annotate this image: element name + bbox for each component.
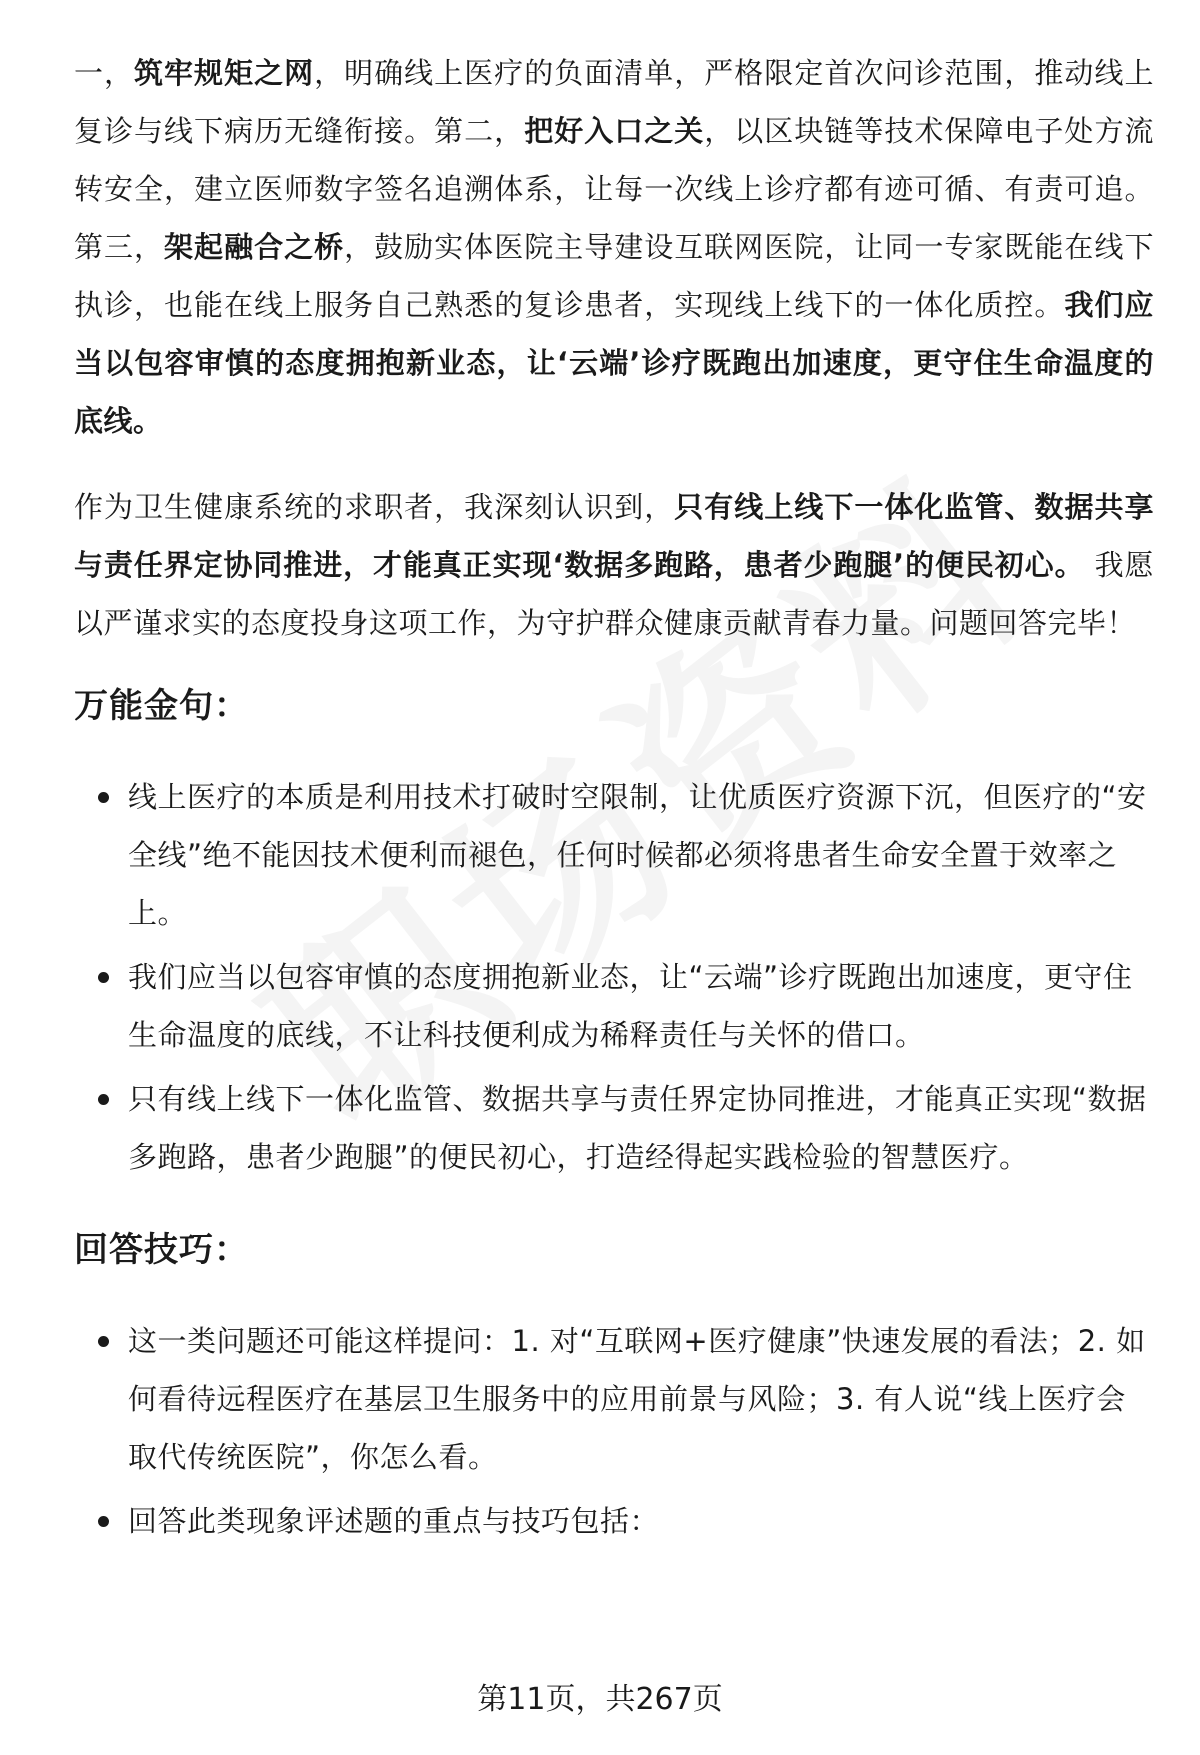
page-number: 第11页，共267页 <box>477 1682 723 1717</box>
section-heading-tips: 回答技巧： <box>74 1230 249 1270</box>
bullet-icon <box>98 1094 109 1105</box>
bold-run: 架起融合之桥 <box>164 230 345 264</box>
section-heading-golden: 万能金句： <box>74 686 249 726</box>
document-body <box>74 44 1154 1590</box>
list-item <box>128 948 1154 1064</box>
paragraph-measures <box>74 44 1154 450</box>
list-item-text: 我们应当以包容审慎的态度拥抱新业态，让“云端”诊疗既跑出加速度，更守住生命温度的底线，不让科技便利成为稀释责任与关怀的借口。 <box>128 960 1133 1052</box>
text-run: ，以区块链等技术保障电子处方流转安全，建立医师数字签名追溯体系，让每一次线上诊疗都有迹可循、有责可追。第三， <box>74 114 1154 264</box>
bold-run: 把好入口之关 <box>524 114 705 148</box>
bold-run: 我们应当以包容审慎的态度拥抱新业态，让‘云端’诊疗既跑出加速度，更守住生命温度的底线。 <box>74 288 1154 438</box>
text-run: 作为卫生健康系统的求职者，我深刻认识到， <box>74 490 675 524</box>
bold-run: 只有线上线下一体化监管、数据共享与责任界定协同推进，才能真正实现‘数据多跑路，患者少跑腿’的便民初心。 <box>74 490 1154 582</box>
list-item <box>128 1070 1154 1186</box>
list-item-text: 这一类问题还可能这样提问：1. 对“互联网+医疗健康”快速发展的看法；2. 如何看待远程医疗在基层卫生服务中的应用前景与风险；3. 有人说“线上医疗会取代传统医院”，你怎么看。 <box>128 1324 1146 1474</box>
bold-run: 筑牢规矩之网 <box>134 56 315 90</box>
list-item-text: 回答此类现象评述题的重点与技巧包括： <box>128 1504 660 1538</box>
text-run: ，鼓励实体医院主导建设互联网医院，让同一专家既能在线下执诊，也能在线上服务自己熟悉的复诊患者，实现线上线下的一体化质控。 <box>74 230 1154 322</box>
bullet-icon <box>98 972 109 983</box>
golden-sentence-list <box>74 768 1154 1186</box>
bullet-icon <box>98 1516 109 1527</box>
bullet-icon <box>98 1336 109 1347</box>
paragraph-conclusion <box>74 478 1154 652</box>
list-item <box>128 1492 1154 1550</box>
list-item <box>128 1312 1154 1486</box>
text-run: 我愿以严谨求实的态度投身这项工作，为守护群众健康贡献青春力量。问题回答完毕！ <box>74 548 1154 640</box>
list-item <box>128 768 1154 942</box>
tips-list <box>74 1312 1154 1550</box>
list-item-text: 线上医疗的本质是利用技术打破时空限制，让优质医疗资源下沉，但医疗的“安全线”绝不能因技术便利而褪色，任何时候都必须将患者生命安全置于效率之上。 <box>128 780 1147 930</box>
bullet-icon <box>98 792 109 803</box>
text-run: 一， <box>74 56 135 90</box>
list-item-text: 只有线上线下一体化监管、数据共享与责任界定协同推进，才能真正实现“数据多跑路，患者少跑腿”的便民初心，打造经得起实践检验的智慧医疗。 <box>128 1082 1147 1174</box>
text-run: ，明确线上医疗的负面清单，严格限定首次问诊范围，推动线上复诊与线下病历无缝衔接。第二， <box>74 56 1154 148</box>
